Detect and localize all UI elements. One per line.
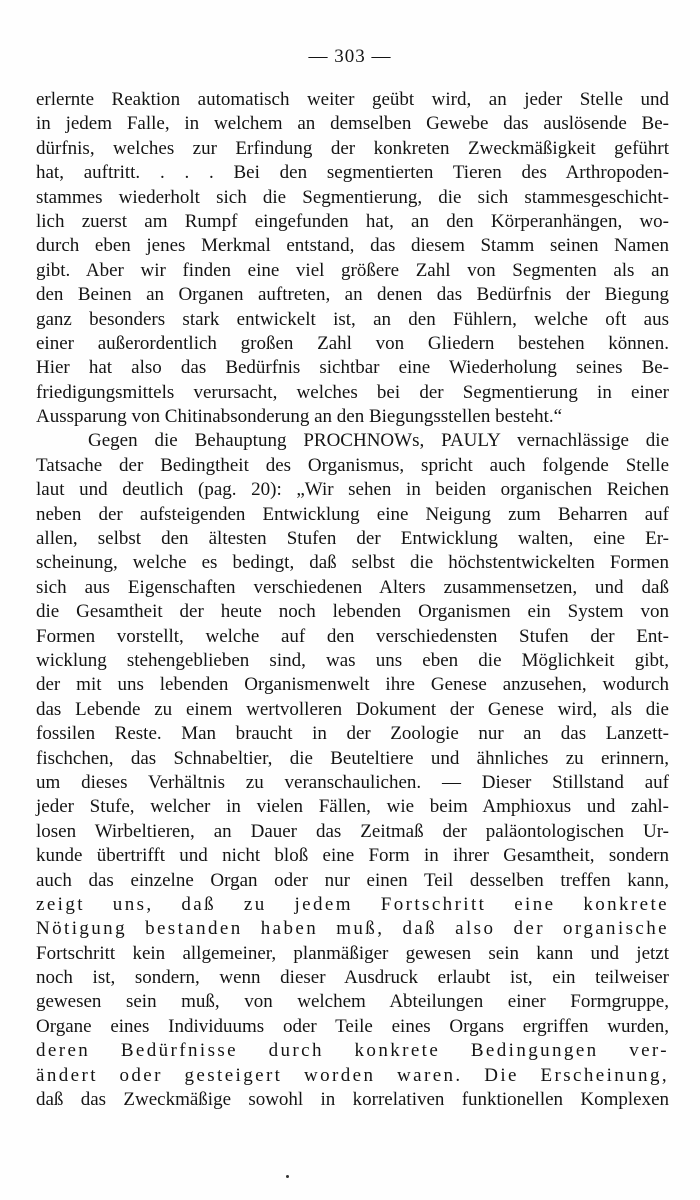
text-line: lich zuerst am Rumpf eingefunden hat, an den Körperanhängen, wo- (36, 210, 669, 232)
text-line: hat, auftritt. . . . Bei den segmentierten Tieren des Arthropoden- (36, 162, 669, 184)
text-line: noch ist, sondern, wenn dieser Ausdruck erlaubt ist, ein teilweiser (36, 967, 669, 989)
text-line: kunde übertrifft und nicht bloß eine Form in ihrer Gesamtheit, sondern (36, 845, 669, 867)
text-line: die Gesamtheit der heute noch lebenden Organismen ein System von (36, 601, 669, 623)
text-line: der mit uns lebenden Organismenwelt ihre Genese anzusehen, wodurch (36, 674, 669, 696)
text-line: Formen vorstellt, welche auf den verschiedensten Stufen der Ent- (36, 625, 669, 647)
text-line: friedigungsmittels verursacht, welches bei der Segmentierung in einer (36, 381, 669, 403)
text-line: wicklung stehengeblieben sind, was uns eben die Möglichkeit gibt, (36, 649, 669, 671)
spaced-emphasis-line: Nötigung bestanden haben muß, daß also der organische (36, 918, 669, 940)
text-line: einer außerordentlich großen Zahl von Gliedern bestehen können. (36, 332, 669, 354)
spaced-emphasis-line: zeigt uns, daß zu jedem Fortschritt eine konkrete (36, 893, 669, 915)
text-line: Tatsache der Bedingtheit des Organismus, spricht auch folgende Stelle (36, 454, 669, 476)
text-line: jeder Stufe, welcher in vielen Fällen, wie beim Amphioxus und zahl- (36, 796, 669, 818)
text-line: sich aus Eigenschaften verschiedenen Alters zusammensetzen, und daß (36, 576, 669, 598)
text-line: Fortschritt kein allgemeiner, planmäßiger gewesen sein kann und jetzt (36, 942, 669, 964)
text-line: losen Wirbeltieren, an Dauer das Zeitmaß der paläontologischen Ur- (36, 820, 669, 842)
page-number: — 303 — (308, 46, 392, 67)
text-line: laut und deutlich (pag. 20): „Wir sehen in beiden organischen Reichen (36, 479, 669, 501)
text-line: den Beinen an Organen auftreten, an denen das Bedürfnis der Biegung (36, 284, 669, 306)
text-line: daß das Zweckmäßige sowohl in korrelativen funktionellen Komplexen (36, 1089, 669, 1111)
text-line: fossilen Reste. Man braucht in der Zoologie nur an das Lanzett- (36, 723, 669, 745)
text-line: in jedem Falle, in welchem an demselben Gewebe das auslösende Be- (36, 113, 669, 135)
text-line: fischchen, das Schnabeltier, die Beuteltiere und ähnliches zu erinnern, (36, 747, 669, 769)
text-line: scheinung, welche es bedingt, daß selbst die höchstentwickelten Formen (36, 552, 669, 574)
text-line: gewesen sein muß, von welchem Abteilungen einer Formgruppe, (36, 991, 669, 1013)
text-line: dürfnis, welches zur Erfindung der konkreten Zweckmäßigkeit geführt (36, 137, 669, 159)
paragraph-start-line: Gegen die Behauptung PROCHNOWs, PAULY vernachlässige die (88, 430, 669, 452)
text-line: Aussparung von Chitinabsonderung an den Biegungsstellen besteht.“ (36, 406, 563, 428)
spaced-emphasis-line: ändert oder gesteigert worden waren. Die Erscheinung, (36, 1064, 669, 1086)
text-line: neben der aufsteigenden Entwicklung eine Neigung zum Beharren auf (36, 503, 669, 525)
text-line: Organe eines Individuums oder Teile eines Organs ergriffen wurden, (36, 1015, 669, 1037)
text-line: erlernte Reaktion automatisch weiter geübt wird, an jeder Stelle und (36, 89, 669, 110)
print-speck (286, 1175, 289, 1178)
body-text (36, 88, 669, 1112)
text-line: ganz besonders stark entwickelt ist, an den Fühlern, welche oft aus (36, 308, 669, 330)
text-line: um dieses Verhältnis zu veranschaulichen. — Dieser Stillstand auf (36, 771, 669, 793)
text-line: durch eben jenes Merkmal entstand, das diesem Stamm seinen Namen (36, 235, 669, 257)
text-line: das Lebende zu einem wertvolleren Dokument der Genese wird, als die (36, 698, 669, 720)
text-line: Hier hat also das Bedürfnis sichtbar eine Wiederholung seines Be- (36, 357, 669, 379)
spaced-emphasis-line: deren Bedürfnisse durch konkrete Bedingungen ver- (36, 1040, 669, 1062)
text-line: gibt. Aber wir finden eine viel größere Zahl von Segmenten als an (36, 259, 669, 281)
text-line: stammes wiederholt sich die Segmentierung, die sich stammesgeschicht- (36, 186, 669, 208)
text-line: auch das einzelne Organ oder nur einen Teil desselben treffen kann, (36, 869, 669, 891)
text-line: allen, selbst den ältesten Stufen der Entwicklung walten, eine Er- (36, 528, 669, 550)
